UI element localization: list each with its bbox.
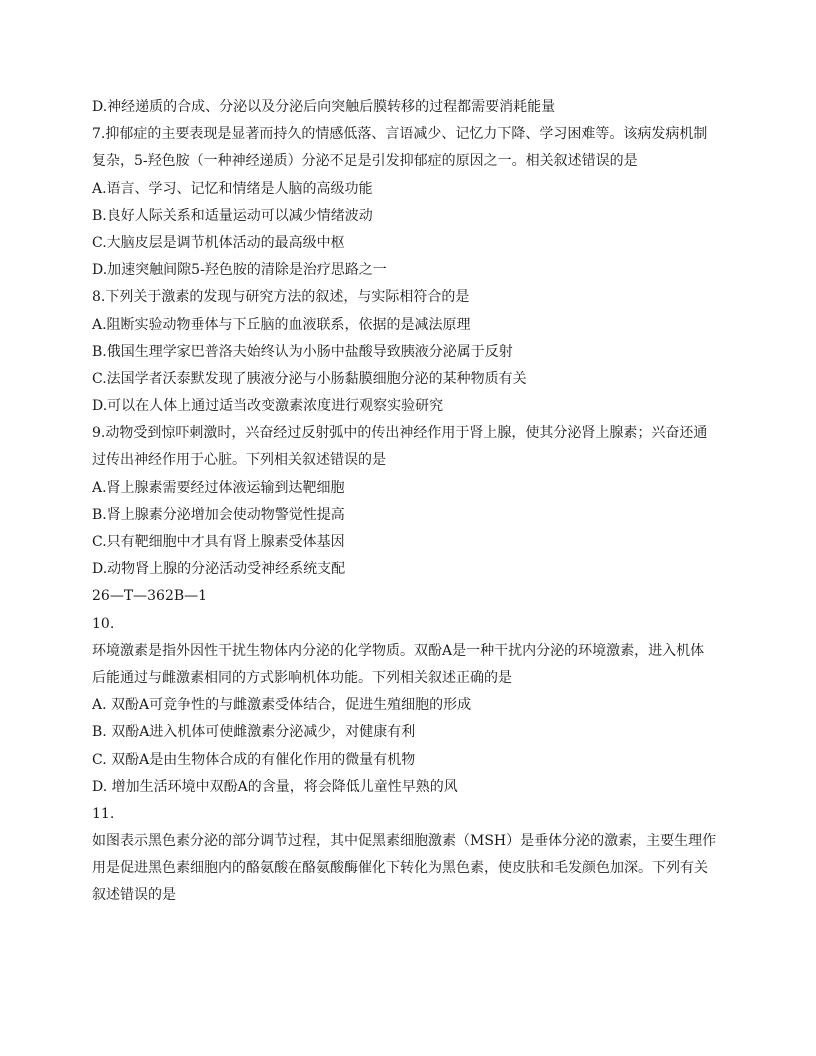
- page-code: 26—T—362B—1: [92, 588, 208, 605]
- q10-option-d: D. 增加生活环境中双酚A的含量，将会降低儿童性早熟的风: [92, 778, 458, 795]
- q9-option-b: B.肾上腺素分泌增加会使动物警觉性提高: [92, 506, 345, 523]
- q11-stem-line3: 叙述错误的是: [92, 887, 176, 904]
- q9-stem-line1: 9.动物受到惊吓刺激时，兴奋经过反射弧中的传出神经作用于肾上腺，使其分泌肾上腺素；兴奋还通: [92, 425, 708, 442]
- exam-page: [92, 94, 724, 910]
- q8-option-a: A.阻断实验动物垂体与下丘脑的血液联系，依据的是减法原理: [92, 316, 471, 333]
- q10-number: 10.: [92, 615, 115, 632]
- q7-option-b: B.良好人际关系和适量运动可以减少情绪波动: [92, 207, 373, 224]
- q9-option-d: D.动物肾上腺的分泌活动受神经系统支配: [92, 561, 346, 578]
- q7-stem-line1: 7.抑郁症的主要表现是显著而持久的情感低落、言语减少、记忆力下降、学习困难等。该病发病机制: [92, 126, 708, 143]
- q10-option-b: B. 双酚A进入机体可使雌激素分泌减少，对健康有利: [92, 724, 416, 741]
- q7-stem-line2: 复杂，5-羟色胺（一种神经递质）分泌不足是引发抑郁症的原因之一。相关叙述错误的是: [92, 153, 638, 170]
- q10-option-c: C. 双酚A是由生物体合成的有催化作用的微量有机物: [92, 751, 416, 768]
- q9-option-c: C.只有靶细胞中才具有肾上腺素受体基因: [92, 534, 345, 550]
- q8-stem: 8.下列关于激素的发现与研究方法的叙述，与实际相符合的是: [92, 289, 470, 306]
- q6-option-d: D.神经递质的合成、分泌以及分泌后向突触后膜转移的过程都需要消耗能量: [92, 99, 556, 115]
- q7-option-c: C.大脑皮层是调节机体活动的最高级中枢: [92, 234, 345, 251]
- q9-option-a: A.肾上腺素需要经过体液运输到达靶细胞: [92, 479, 345, 496]
- q7-option-d: D.加速突触间隙5-羟色胺的清除是治疗思路之一: [92, 262, 387, 279]
- q11-stem-line1: 如图表示黑色素分泌的部分调节过程，其中促黑素细胞激素（MSH）是垂体分泌的激素，主要生理作: [92, 833, 717, 850]
- q11-number: 11.: [92, 805, 115, 822]
- q7-option-a: A.语言、学习、记忆和情绪是人脑的高级功能: [92, 180, 373, 197]
- q9-stem-line2: 过传出神经作用于心脏。下列相关叙述错误的是: [92, 452, 386, 469]
- q10-stem-line1: 环境激素是指外因性干扰生物体内分泌的化学物质。双酚A是一种干扰内分泌的环境激素，进入机体: [92, 642, 705, 659]
- q10-option-a: A. 双酚A可竞争性的与雌激素受体结合，促进生殖细胞的形成: [92, 697, 472, 714]
- q11-stem-line2: 用是促进黑色素细胞内的酪氨酸在酪氨酸酶催化下转化为黑色素，使皮肤和毛发颜色加深。下列有关: [92, 860, 708, 877]
- q8-option-c: C.法国学者沃泰默发现了胰液分泌与小肠黏膜细胞分泌的某种物质有关: [92, 370, 527, 387]
- q10-stem-line2: 后能通过与雌激素相同的方式影响机体功能。下列相关叙述正确的是: [92, 669, 512, 686]
- q8-option-b: B.俄国生理学家巴普洛夫始终认为小肠中盐酸导致胰液分泌属于反射: [92, 343, 513, 360]
- q8-option-d: D.可以在人体上通过适当改变激素浓度进行观察实验研究: [92, 398, 444, 415]
